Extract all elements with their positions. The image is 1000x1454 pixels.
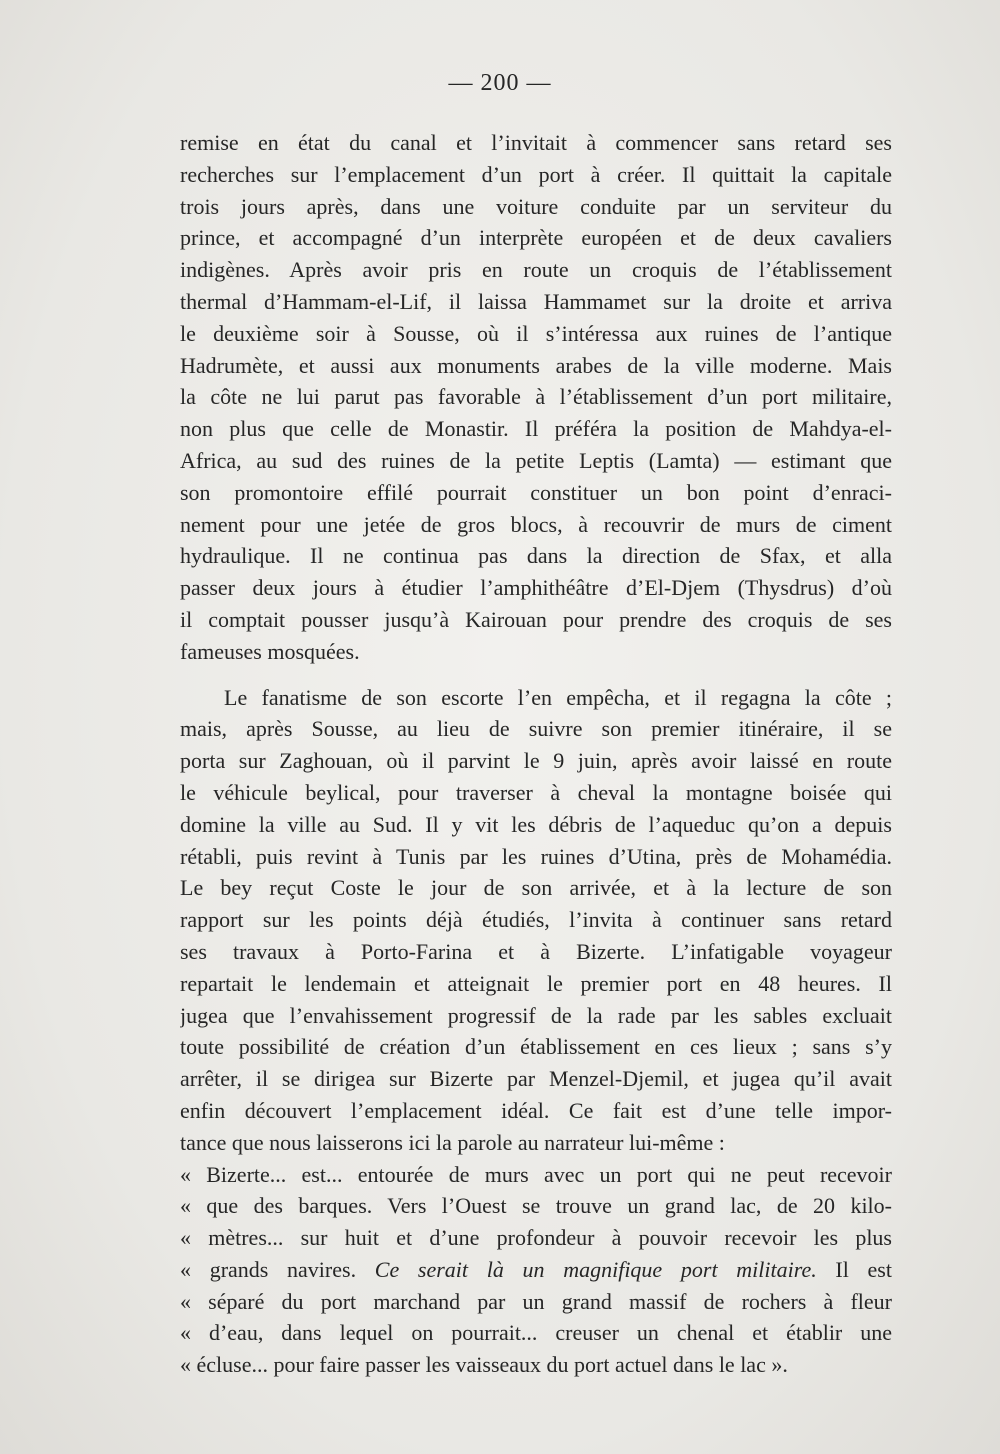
text-line: enfin découvert l’emplacement idéal. Ce fait est d’une telle impor-	[180, 1097, 892, 1123]
text-line: tance que nous laisserons ici la parole au narrateur lui-même :	[180, 1129, 725, 1155]
text-line: repartait le lendemain et atteignait le premier port en 48 heures. Il	[180, 970, 892, 996]
paragraph-1	[180, 127, 892, 668]
italic-quote: Ce serait là un magnifique port militaire.	[374, 1256, 817, 1282]
body-text	[180, 127, 892, 1381]
paragraph-gap	[180, 668, 892, 682]
text-line: mais, après Sousse, au lieu de suivre son premier itinéraire, il se	[180, 716, 892, 742]
text-line: Hadrumète, et aussi aux monuments arabes de la ville moderne. Mais	[180, 352, 892, 378]
text-line: passer deux jours à étudier l’amphithéâtre d’El-Djem (Thysdrus) d’où	[180, 575, 892, 601]
text-line: toute possibilité de création d’un établissement en ces lieux ; sans s’y	[180, 1034, 892, 1060]
text-line: nement pour une jetée de gros blocs, à recouvrir de murs de ciment	[180, 511, 892, 537]
text-line: indigènes. Après avoir pris en route un croquis de l’établissement	[180, 257, 892, 283]
text-line: remise en état du canal et l’invitait à commencer sans retard ses	[180, 130, 892, 155]
text-line: son promontoire effilé pourrait constituer un bon point d’enraci-	[180, 479, 892, 505]
text-line: Le bey reçut Coste le jour de son arrivée, et à la lecture de son	[180, 875, 892, 901]
page-number: — 200 —	[448, 70, 552, 96]
text-line: rapport sur les points déjà étudiés, l’invita à continuer sans retard	[180, 907, 892, 933]
text-line: « mètres... sur huit et d’une profondeur à pouvoir recevoir les plus	[180, 1225, 892, 1251]
text-line: « séparé du port marchand par un grand massif de rochers à fleur	[180, 1288, 892, 1314]
text-line: domine la ville au Sud. Il y vit les débris de l’aqueduc qu’on a depuis	[180, 811, 892, 837]
text-line: arrêter, il se dirigea sur Bizerte par Menzel-Djemil, et jugea qu’il avait	[180, 1066, 892, 1092]
text-line: prince, et accompagné d’un interprète européen et de deux cavaliers	[180, 225, 892, 251]
text-line: non plus que celle de Monastir. Il préféra la position de Mahdya-el-	[180, 416, 892, 442]
text-line: Le fanatisme de son escorte l’en empêcha, et il regagna la côte ;	[224, 684, 892, 710]
text-line: « que des barques. Vers l’Ouest se trouve un grand lac, de 20 kilo-	[180, 1193, 892, 1219]
text-segment: « grands navires.	[180, 1256, 375, 1282]
text-line: jugea que l’envahissement progressif de la rade par les sables excluait	[180, 1002, 892, 1028]
text-line: il comptait pousser jusqu’à Kairouan pour prendre des croquis de ses	[180, 606, 892, 632]
text-line: ses travaux à Porto-Farina et à Bizerte. L’infatigable voyageur	[180, 938, 892, 964]
text-line: fameuses mosquées.	[180, 638, 360, 664]
text-line-with-italic	[180, 1254, 892, 1286]
text-line: porta sur Zaghouan, où il parvint le 9 juin, après avoir laissé en route	[180, 748, 892, 774]
text-line: hydraulique. Il ne continua pas dans la direction de Sfax, et alla	[180, 543, 892, 569]
text-line: « écluse... pour faire passer les vaisseaux du port actuel dans le lac ».	[180, 1352, 788, 1378]
text-line: « d’eau, dans lequel on pourrait... creuser un chenal et établir une	[180, 1320, 892, 1346]
text-line: le véhicule beylical, pour traverser à cheval la montagne boisée qui	[180, 779, 892, 805]
text-line: le deuxième soir à Sousse, où il s’intéressa aux ruines de l’antique	[180, 320, 892, 346]
text-line: thermal d’Hammam-el-Lif, il laissa Hammamet sur la droite et arriva	[180, 288, 892, 314]
text-line: rétabli, puis revint à Tunis par les ruines d’Utina, près de Mohamédia.	[180, 843, 892, 869]
paragraph-2	[180, 682, 892, 1382]
text-line: la côte ne lui parut pas favorable à l’établissement d’un port militaire,	[180, 384, 892, 410]
text-segment: Il est	[816, 1256, 892, 1282]
text-line: « Bizerte... est... entourée de murs avec un port qui ne peut recevoir	[180, 1161, 892, 1187]
text-line: Africa, au sud des ruines de la petite Leptis (Lamta) — estimant que	[180, 447, 892, 473]
text-line: recherches sur l’emplacement d’un port à créer. Il quittait la capitale	[180, 161, 892, 187]
text-line: trois jours après, dans une voiture conduite par un serviteur du	[180, 193, 892, 219]
